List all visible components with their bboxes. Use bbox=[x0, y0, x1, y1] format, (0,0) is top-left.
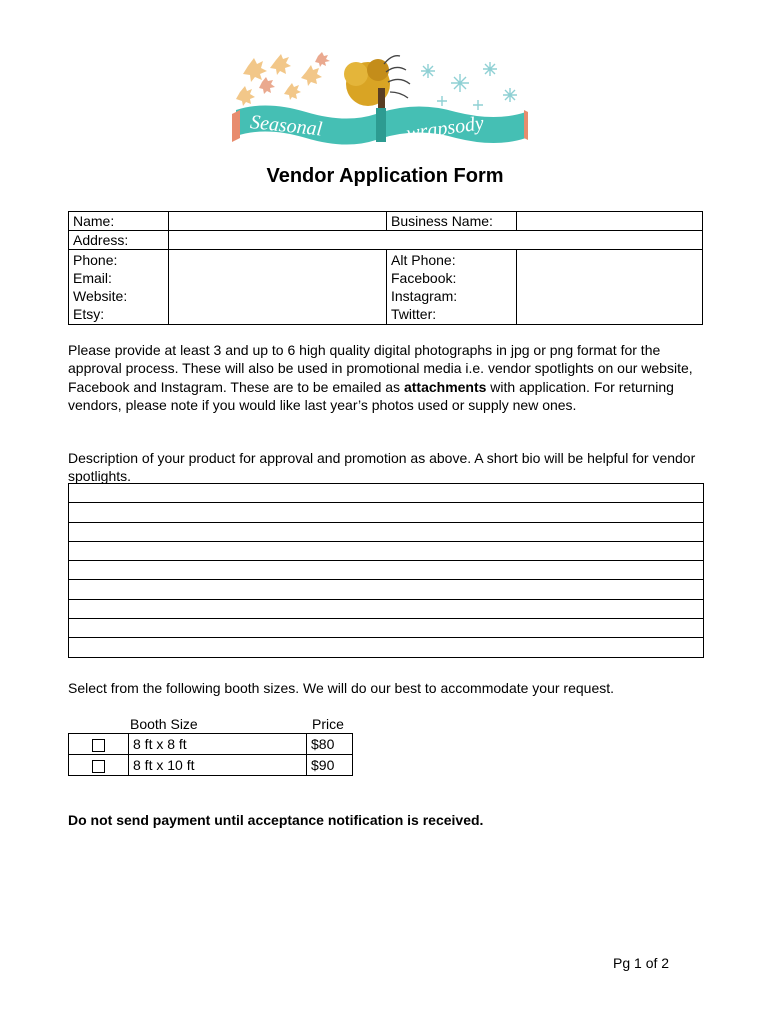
contact-fields-right[interactable] bbox=[517, 250, 703, 325]
checkbox-8x8[interactable] bbox=[92, 739, 105, 752]
description-text-area[interactable] bbox=[68, 483, 704, 658]
contact-info-table bbox=[68, 211, 703, 325]
right-labels bbox=[387, 250, 517, 325]
page-number: Pg 1 of 2 bbox=[613, 955, 670, 971]
logo-text-seasonal: Seasonal bbox=[249, 111, 324, 141]
photos-instructions bbox=[68, 341, 708, 414]
booth-option-row bbox=[69, 755, 353, 776]
price-header: Price bbox=[312, 716, 344, 732]
booth-size-header: Booth Size bbox=[130, 716, 198, 732]
left-labels bbox=[69, 250, 169, 325]
page-title: Vendor Application Form bbox=[266, 165, 504, 187]
email-label: Email: bbox=[73, 270, 112, 286]
contact-fields-left[interactable] bbox=[169, 250, 387, 325]
booth-size: 8 ft x 10 ft bbox=[129, 755, 307, 776]
photos-text-1: Please provide at least 3 and up to 6 high quality digital photographs in jpg or png format for the approval process. These will also be used in promotional media i.e. vendor spotlights on our website, Facebook and Instagram. These are to be emailed as bbox=[68, 342, 693, 395]
booth-checkbox-cell[interactable] bbox=[69, 734, 129, 755]
twitter-label: Twitter: bbox=[391, 306, 437, 322]
description-line[interactable] bbox=[69, 503, 703, 522]
address-label: Address: bbox=[69, 231, 169, 250]
booth-intro: Select from the following booth sizes. We will do our best to accommodate your request. bbox=[68, 680, 615, 696]
description-line[interactable] bbox=[69, 523, 703, 542]
business-name-label: Business Name: bbox=[387, 212, 517, 231]
description-line[interactable] bbox=[69, 619, 703, 638]
instagram-label: Instagram: bbox=[391, 288, 458, 304]
booth-checkbox-cell[interactable] bbox=[69, 755, 129, 776]
phone-label: Phone: bbox=[73, 252, 118, 268]
photos-text-2: with application. For returning vendors, please note if you would like last year’s photos used or supply new ones. bbox=[68, 378, 674, 413]
description-prompt: Description of your product for approval and promotion as above. A short bio will be helpful for vendor spotlights. bbox=[68, 450, 696, 485]
logo-text-wrapsody: wrapsody bbox=[405, 112, 486, 145]
description-line[interactable] bbox=[69, 542, 703, 561]
website-label: Website: bbox=[73, 288, 128, 304]
booth-price: $80 bbox=[307, 734, 353, 755]
name-label: Name: bbox=[69, 212, 169, 231]
address-field[interactable] bbox=[169, 231, 703, 250]
checkbox-8x10[interactable] bbox=[92, 760, 105, 773]
booth-size-table bbox=[68, 733, 353, 776]
booth-size: 8 ft x 8 ft bbox=[129, 734, 307, 755]
payment-notice: Do not send payment until acceptance notification is received. bbox=[68, 812, 484, 828]
description-line[interactable] bbox=[69, 600, 703, 619]
etsy-label: Etsy: bbox=[73, 306, 105, 322]
attachments-emphasis: attachments bbox=[403, 378, 487, 395]
name-field[interactable] bbox=[169, 212, 387, 231]
description-line[interactable] bbox=[69, 580, 703, 599]
description-line[interactable] bbox=[69, 561, 703, 580]
booth-price: $90 bbox=[307, 755, 353, 776]
facebook-label: Facebook: bbox=[391, 270, 457, 286]
description-line[interactable] bbox=[69, 638, 703, 657]
business-name-field[interactable] bbox=[517, 212, 703, 231]
description-line[interactable] bbox=[69, 484, 703, 503]
booth-option-row bbox=[69, 734, 353, 755]
seasonal-wrapsody-logo bbox=[228, 52, 532, 152]
alt-phone-label: Alt Phone: bbox=[391, 252, 456, 268]
